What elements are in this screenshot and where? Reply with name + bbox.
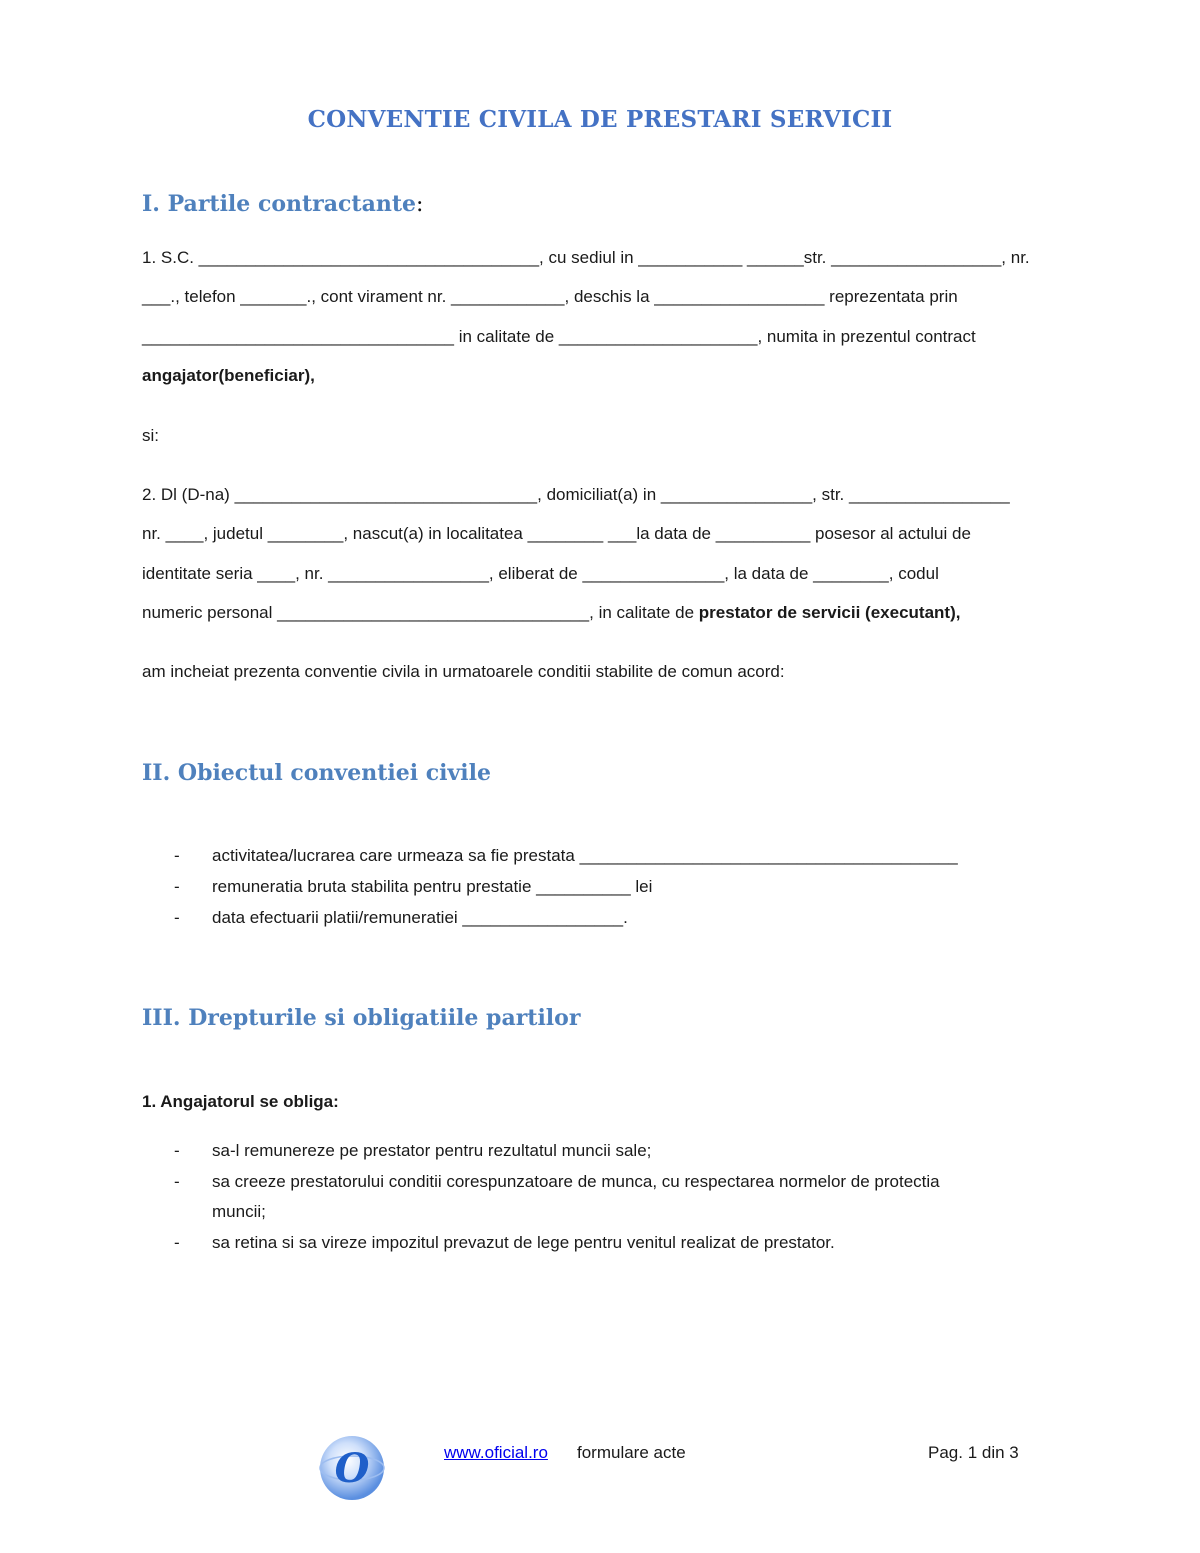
and-connector: si: bbox=[142, 426, 159, 445]
bullet-marker: - bbox=[174, 908, 180, 927]
party1-line-1: 1. S.C. ____________________________________, cu sediul in ___________ ______str. __________________, nr. bbox=[142, 248, 1030, 267]
section-1-heading-colon: : bbox=[415, 192, 424, 217]
object-item-remuneration: remuneratia bruta stabilita pentru prestatie __________ lei bbox=[212, 877, 653, 896]
party1-line-2: ___., telefon _______., cont virament nr. ____________, deschis la __________________ reprezentata prin bbox=[142, 287, 958, 306]
bullet-marker: - bbox=[174, 1141, 180, 1160]
party2-line-3: identitate seria ____, nr. _________________, eliberat de _______________, la data de ________, codul bbox=[142, 564, 939, 583]
obligation-item-2-continued: muncii; bbox=[212, 1202, 266, 1221]
bullet-marker: - bbox=[174, 846, 180, 865]
bullet-marker: - bbox=[174, 1172, 180, 1191]
oficial-logo-icon bbox=[316, 1432, 388, 1504]
section-1-heading-text: I. Partile contractante bbox=[142, 191, 416, 217]
bullet-marker: - bbox=[174, 877, 180, 896]
party2-role: prestator de servicii (executant), bbox=[698, 603, 961, 622]
object-item-activity: activitatea/lucrarea care urmeaza sa fie prestata ________________________________________ bbox=[212, 846, 958, 865]
party2-line-4-text: numeric personal _________________________________, in calitate de bbox=[142, 603, 699, 622]
agreement-statement: am incheiat prezenta conventie civila in urmatoarele conditii stabilite de comun acord: bbox=[142, 662, 785, 681]
obligation-item-2: sa creeze prestatorului conditii corespunzatoare de munca, cu respectarea normelor de protectia bbox=[212, 1172, 940, 1191]
section-1-heading bbox=[142, 191, 423, 217]
footer-caption: formulare acte bbox=[577, 1443, 686, 1462]
logo-letter: O bbox=[334, 1445, 370, 1492]
party1-line-3: _________________________________ in calitate de _____________________, numita in prezentul contract bbox=[142, 327, 976, 346]
obligation-item-1: sa-l remunereze pe prestator pentru rezultatul muncii sale; bbox=[212, 1141, 652, 1160]
document-title: CONVENTIE CIVILA DE PRESTARI SERVICII bbox=[307, 106, 893, 133]
section-2-heading: II. Obiectul conventiei civile bbox=[142, 760, 491, 786]
section-3-heading: III. Drepturile si obligatiile partilor bbox=[142, 1005, 581, 1031]
employer-obligations-heading: 1. Angajatorul se obliga: bbox=[142, 1092, 339, 1111]
party2-line-2: nr. ____, judetul ________, nascut(a) in localitatea ________ ___la data de __________ posesor al actului de bbox=[142, 524, 971, 543]
footer-website-link[interactable]: www.oficial.ro bbox=[444, 1443, 548, 1462]
bullet-marker: - bbox=[174, 1233, 180, 1252]
party1-role: angajator(beneficiar), bbox=[142, 366, 315, 385]
party2-line-1: 2. Dl (D-na) ________________________________, domiciliat(a) in ________________, str. _________________ bbox=[142, 485, 1010, 504]
party2-line-4 bbox=[142, 603, 960, 623]
page-number: Pag. 1 din 3 bbox=[928, 1443, 1019, 1462]
object-item-payment-date: data efectuarii platii/remuneratiei _________________. bbox=[212, 908, 628, 927]
obligation-item-3: sa retina si sa vireze impozitul prevazut de lege pentru venitul realizat de prestator. bbox=[212, 1233, 835, 1252]
